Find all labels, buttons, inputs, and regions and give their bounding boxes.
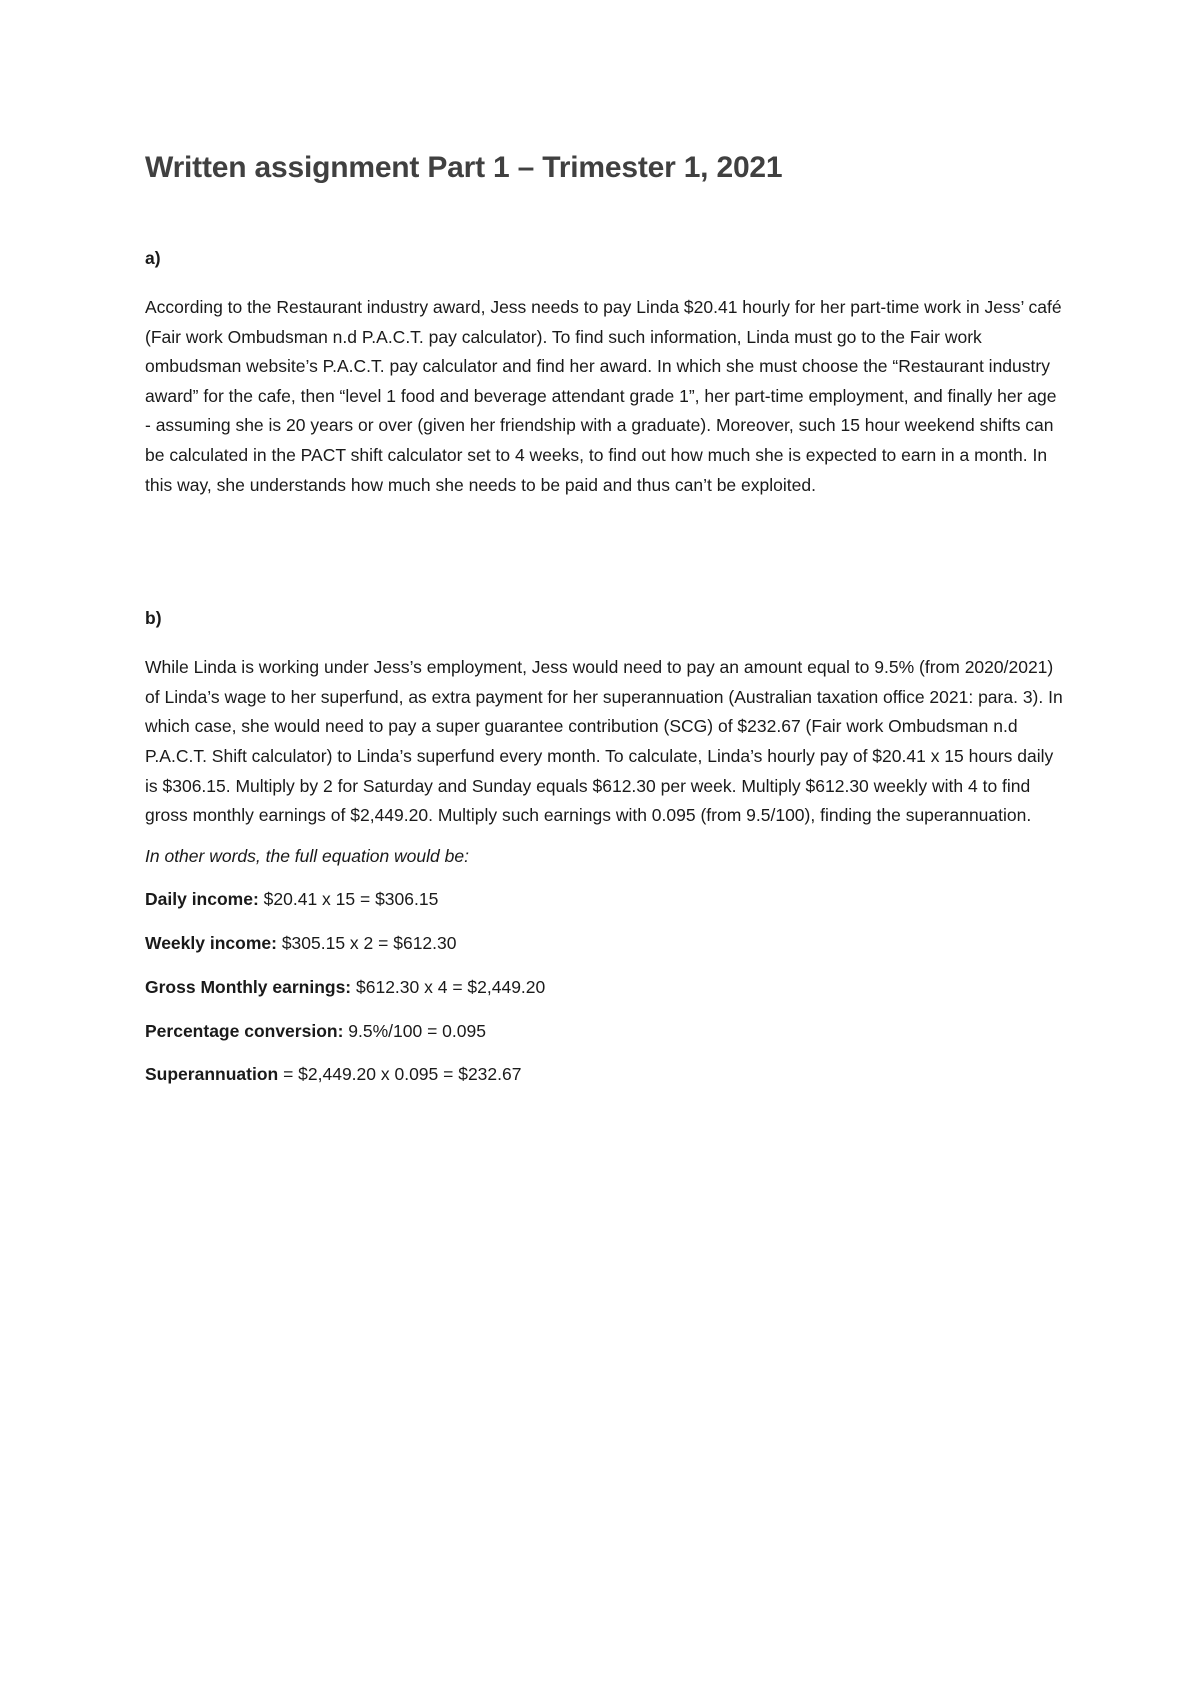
section-b-paragraph: While Linda is working under Jess’s employment, Jess would need to pay an amount equal to 9.5% (from 2020/2021) of Linda’s wage to her superfund, as extra payment for her superannuation (Australian taxation office 2021: para. 3). In which case, she would need to pay a super guarantee contribution (SCG) of $232.67 (Fair work Ombudsman n.d P.A.C.T. Shift calculator) to Linda’s superfund every month. To calculate, Linda’s hourly pay of $20.41 x 15 hours daily is $306.15. Multiply by 2 for Saturday and Sunday equals $612.30 per week. Multiply $612.30 weekly with 4 to find gross monthly earnings of $2,449.20. Multiply such earnings with 0.095 (from 9.5/100), finding the superannuation. xyxy=(145,657,1063,826)
equation-label: Gross Monthly earnings: xyxy=(145,976,352,997)
equation-label: Weekly income: xyxy=(145,933,277,954)
equation-label: Superannuation xyxy=(145,1064,279,1085)
equation-value: $305.15 x 2 = $612.30 xyxy=(276,933,457,954)
equation-weekly-income xyxy=(145,932,1065,955)
equation-value: $20.41 x 15 = $306.15 xyxy=(258,889,439,910)
section-b-label: b) xyxy=(145,608,162,629)
equation-label: Percentage conversion: xyxy=(145,1020,344,1041)
document-title: Written assignment Part 1 – Trimester 1, 2021 xyxy=(145,151,783,184)
equation-label: Daily income: xyxy=(145,889,259,910)
section-a-paragraph: According to the Restaurant industry award, Jess needs to pay Linda $20.41 hourly for her part-time work in Jess’ café (Fair work Ombudsman n.d P.A.C.T. pay calculator). To find such information, Linda must go to the Fair work ombudsman website’s P.A.C.T. pay calculator and find her award. In which she must choose the “Restaurant industry award” for the cafe, then “level 1 food and beverage attendant grade 1”, her part-time employment, and finally her age - assuming she is 20 years or over (given her friendship with a graduate). Moreover, such 15 hour weekend shifts can be calculated in the PACT shift calculator set to 4 weeks, to find out how much she is expected to earn in a month. In this way, she understands how much she needs to be paid and thus can’t be exploited. xyxy=(145,297,1062,495)
equation-percentage-conversion xyxy=(145,1020,1065,1043)
equation-superannuation xyxy=(145,1063,1065,1086)
equation-value: 9.5%/100 = 0.095 xyxy=(343,1020,486,1041)
equation-value: = $2,449.20 x 0.095 = $232.67 xyxy=(278,1064,522,1085)
equation-daily-income xyxy=(145,888,1065,911)
equation-gross-monthly-earnings xyxy=(145,976,1065,999)
equation-value: $612.30 x 4 = $2,449.20 xyxy=(351,976,546,997)
equation-list xyxy=(145,888,1065,1086)
section-a-label: a) xyxy=(145,248,161,268)
document-content xyxy=(145,150,1065,1086)
equation-intro: In other words, the full equation would be: xyxy=(145,845,469,866)
